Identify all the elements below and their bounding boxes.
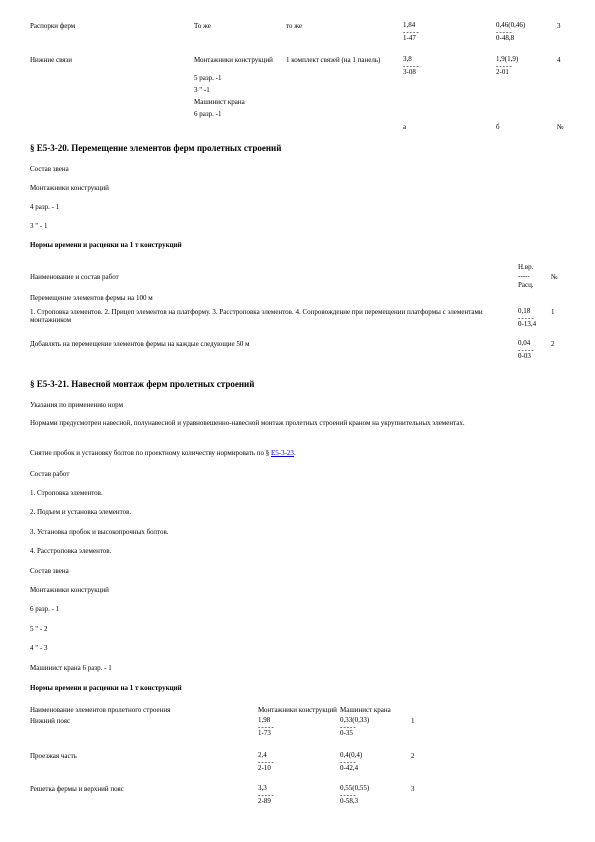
table-row: Добавлять на перемещение элементов фермы на каждые следующие 50 м [30, 340, 250, 348]
row-index: 2 [551, 340, 555, 348]
section-title: § Е5-3-21. Навесной монтаж ферм пролетных строений [30, 379, 255, 389]
norms-label: Нормы времени и расценки на 1 т конструкций [30, 684, 182, 692]
usage-label: Указания по применению норм [30, 401, 123, 409]
row-composition: Монтажники конструкций [194, 56, 273, 64]
col-header-name: Наименование и состав работ [30, 273, 119, 281]
column-letter: а [403, 123, 407, 131]
work-step: 3. Установка пробок и высокопрочных болтов. [30, 528, 169, 536]
crane-rate-fraction: 1,9(1,9) ----- 2-01 [496, 55, 519, 76]
crew-line: 3 " -1 [194, 86, 210, 94]
crane-rate-fraction: 0,33(0,33) ----- 0-35 [340, 716, 370, 737]
crew-line: 4 разр. - 1 [30, 203, 60, 211]
time-rate-fraction: 2,4 ----- 2-10 [258, 751, 275, 772]
crew-line: 3 " - 1 [30, 222, 48, 230]
table-row: Перемещение элементов фермы на 100 м [30, 294, 153, 302]
table-row: 1. Строповка элементов. 2. Прицеп элементов на платформу. 3. Расстроповка элементов. 4. Сопровождение при перемещении платформы с элементами монтажником [30, 308, 483, 325]
crew-line: 5 разр. -1 [194, 74, 222, 82]
work-label: Состав работ [30, 470, 70, 478]
row-composition: То же [194, 22, 211, 30]
team-label: Состав звена [30, 165, 69, 173]
col-header-time: Н.вр. ----- Расц. [518, 263, 534, 289]
section-title: § Е5-3-20. Перемещение элементов ферм пролетных строений [30, 143, 282, 153]
crew-line: 5 " - 2 [30, 625, 48, 633]
row-index: 4 [557, 56, 561, 64]
col-header-installers: Монтажники конструкций [258, 706, 337, 714]
installers-label: Монтажники конструкций [30, 184, 109, 192]
time-rate-fraction: 3,3 ----- 2-89 [258, 784, 275, 805]
column-letter: б [496, 123, 500, 131]
row-name: Нижние связи [30, 56, 73, 64]
table-row: Нижний пояс [30, 717, 71, 725]
col-header-name: Наименование элементов пролетного строения [30, 706, 171, 714]
work-step: 2. Подъем и установка элементов. [30, 508, 132, 516]
row-name: Распорки ферм [30, 22, 76, 30]
column-letter: № [557, 123, 564, 131]
table-row: Проезжая часть [30, 752, 77, 760]
bolts-note: Снятие пробок и установку болтов по проектному количеству нормировать по § Е5-3-23. [30, 449, 296, 457]
time-rate-fraction: 1,98 ----- 1-73 [258, 716, 275, 737]
row-meter: 1 комплект связей (на 1 панель) [286, 56, 381, 64]
work-step: 1. Строповка элементов. [30, 489, 103, 497]
row-meter: то же [286, 22, 303, 30]
time-rate-fraction: 0,04 ----- 0-03 [518, 339, 535, 360]
table-row: Решетка фермы и верхний пояс [30, 785, 124, 793]
time-rate-fraction: 0,18 ----- 0-13,4 [518, 307, 537, 328]
row-index: 3 [557, 22, 561, 30]
crew-line: 4 " - 3 [30, 644, 48, 652]
row-index: 3 [411, 785, 415, 793]
time-rate-fraction: 3,8 ----- 3-08 [403, 55, 420, 76]
time-rate-fraction: 1,84 ----- 1-47 [403, 21, 420, 42]
crane-crew: 6 разр. -1 [194, 110, 222, 118]
crane-rate-fraction: 0,55(0,55) ----- 0-58,3 [340, 784, 370, 805]
team-label: Состав звена [30, 567, 69, 575]
col-header-index: № [551, 273, 558, 281]
row-index: 1 [411, 717, 415, 725]
col-header-crane: Машинист крана [340, 706, 391, 714]
row-index: 1 [551, 308, 555, 316]
crane-rate-fraction: 0,4(0,4) ----- 0-42,4 [340, 751, 363, 772]
crane-rate-fraction: 0,46(0,46) ----- 0-48,8 [496, 21, 526, 42]
crane-operator: Машинист крана 6 разр. - 1 [30, 664, 112, 672]
crane-operator: Машинист крана [194, 98, 245, 106]
crew-line: 6 разр. - 1 [30, 605, 60, 613]
section-link[interactable]: Е5-3-23 [270, 449, 294, 457]
norms-label: Нормы времени и расценки на 1 т конструкций [30, 241, 182, 249]
usage-text: Нормами предусмотрен навесной, полунавесной и уравновешенно-навесной монтаж пролетных строений краном на укрупнительных элементах. [30, 419, 465, 427]
installers-label: Монтажники конструкций [30, 586, 109, 594]
row-index: 2 [411, 752, 415, 760]
work-step: 4. Расстроповка элементов. [30, 547, 112, 555]
